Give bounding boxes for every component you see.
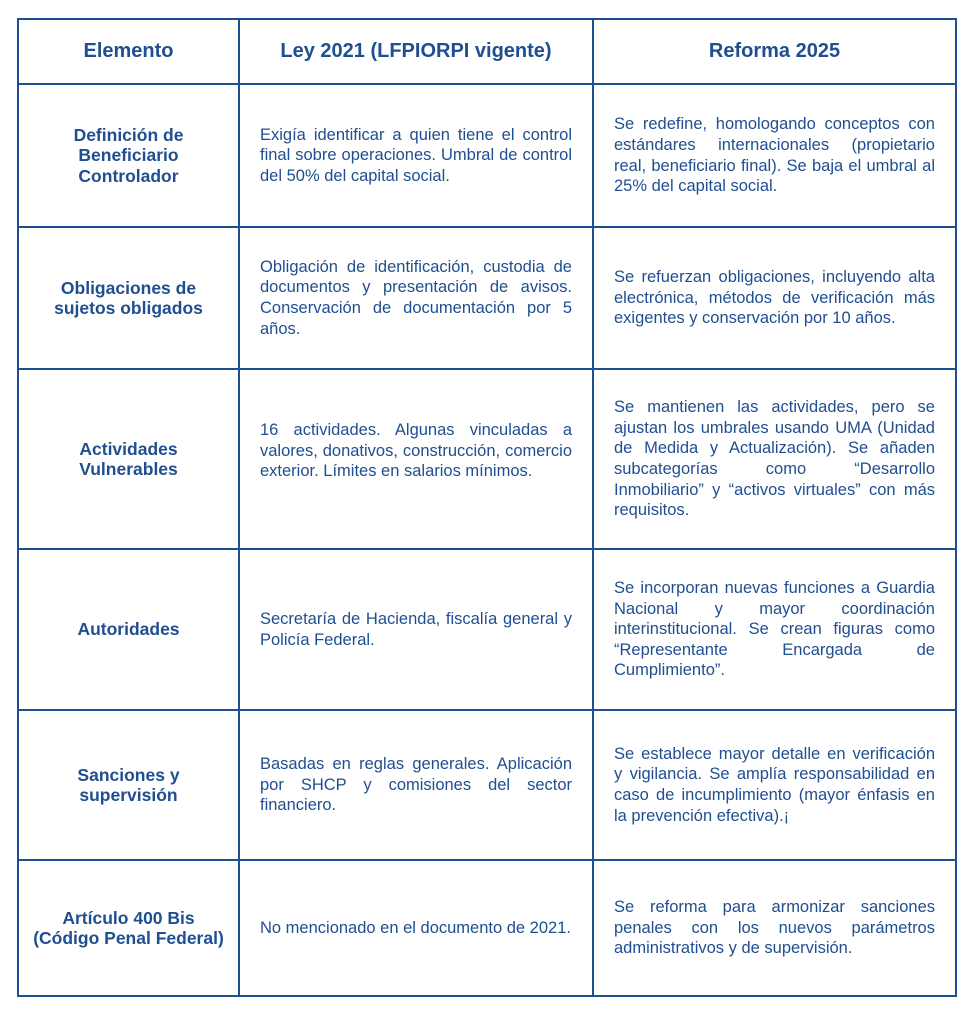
table-row <box>18 84 956 227</box>
table-row <box>18 369 956 549</box>
row-ley-2021 <box>239 227 593 369</box>
row-ley-2021-text: No mencionado en el documento de 2021. <box>260 918 571 937</box>
row-elemento: Actividades Vulnerables <box>18 369 239 549</box>
row-ley-2021 <box>239 84 593 227</box>
row-ley-2021-text: 16 actividades. Algunas vinculadas a valores, donativos, construcción, comercio exterior. Límites en salarios mínimos. <box>260 421 572 481</box>
row-elemento: Sanciones y supervisión <box>18 710 239 860</box>
row-reforma-2025 <box>593 227 956 369</box>
table-row <box>18 860 956 996</box>
header-reforma-2025: Reforma 2025 <box>593 19 956 84</box>
table-row <box>18 227 956 369</box>
row-reforma-2025-text: Se refuerzan obligaciones, incluyendo alta electrónica, métodos de verificación más exigentes y conservación por 10 años. <box>614 268 935 328</box>
row-ley-2021-text: Secretaría de Hacienda, fiscalía general y Policía Federal. <box>260 609 572 649</box>
header-ley-2021: Ley 2021 (LFPIORPI vigente) <box>239 19 593 84</box>
row-reforma-2025 <box>593 860 956 996</box>
row-ley-2021 <box>239 710 593 860</box>
row-elemento: Definición de Beneficiario Controlador <box>18 84 239 227</box>
row-reforma-2025 <box>593 84 956 227</box>
row-reforma-2025 <box>593 369 956 549</box>
row-reforma-2025-text: Se redefine, homologando conceptos con estándares internacionales (propietario real, beneficiario final). Se baja el umbral al 25% del capital social. <box>614 115 935 196</box>
row-ley-2021 <box>239 860 593 996</box>
row-reforma-2025-text: Se establece mayor detalle en verificación y vigilancia. Se amplía responsabilidad en caso de incumplimiento (mayor énfasis en la prevención efectiva).¡ <box>614 744 935 825</box>
header-elemento: Elemento <box>18 19 239 84</box>
comparison-table <box>17 18 957 997</box>
row-ley-2021 <box>239 369 593 549</box>
row-reforma-2025-text: Se reforma para armonizar sanciones penales con los nuevos parámetros administrativos y de supervisión. <box>614 898 935 958</box>
row-reforma-2025 <box>593 710 956 860</box>
row-elemento: Autoridades <box>18 549 239 710</box>
row-elemento: Obligaciones de sujetos obligados <box>18 227 239 369</box>
comparison-table-container <box>17 18 955 997</box>
table-row <box>18 710 956 860</box>
row-elemento: Artículo 400 Bis (Código Penal Federal) <box>18 860 239 996</box>
row-ley-2021-text: Exigía identificar a quien tiene el control final sobre operaciones. Umbral de control del 50% del capital social. <box>260 125 572 185</box>
row-reforma-2025 <box>593 549 956 710</box>
row-ley-2021-text: Basadas en reglas generales. Aplicación por SHCP y comisiones del sector financiero. <box>260 755 572 815</box>
table-header-row <box>18 19 956 84</box>
row-ley-2021-text: Obligación de identificación, custodia de documentos y presentación de avisos. Conservación de documentación por 5 años. <box>260 257 572 338</box>
row-reforma-2025-text: Se mantienen las actividades, pero se ajustan los umbrales usando UMA (Unidad de Medida y Actualización). Se añaden subcategorías como “Desarrollo Inmobiliario” y “activos virtuales” con más requisitos. <box>614 398 935 520</box>
row-ley-2021 <box>239 549 593 710</box>
row-reforma-2025-text: Se incorporan nuevas funciones a Guardia Nacional y mayor coordinación interinstitucional. Se crean figuras como “Representante Encargada de Cumplimiento”. <box>614 579 935 680</box>
table-row <box>18 549 956 710</box>
